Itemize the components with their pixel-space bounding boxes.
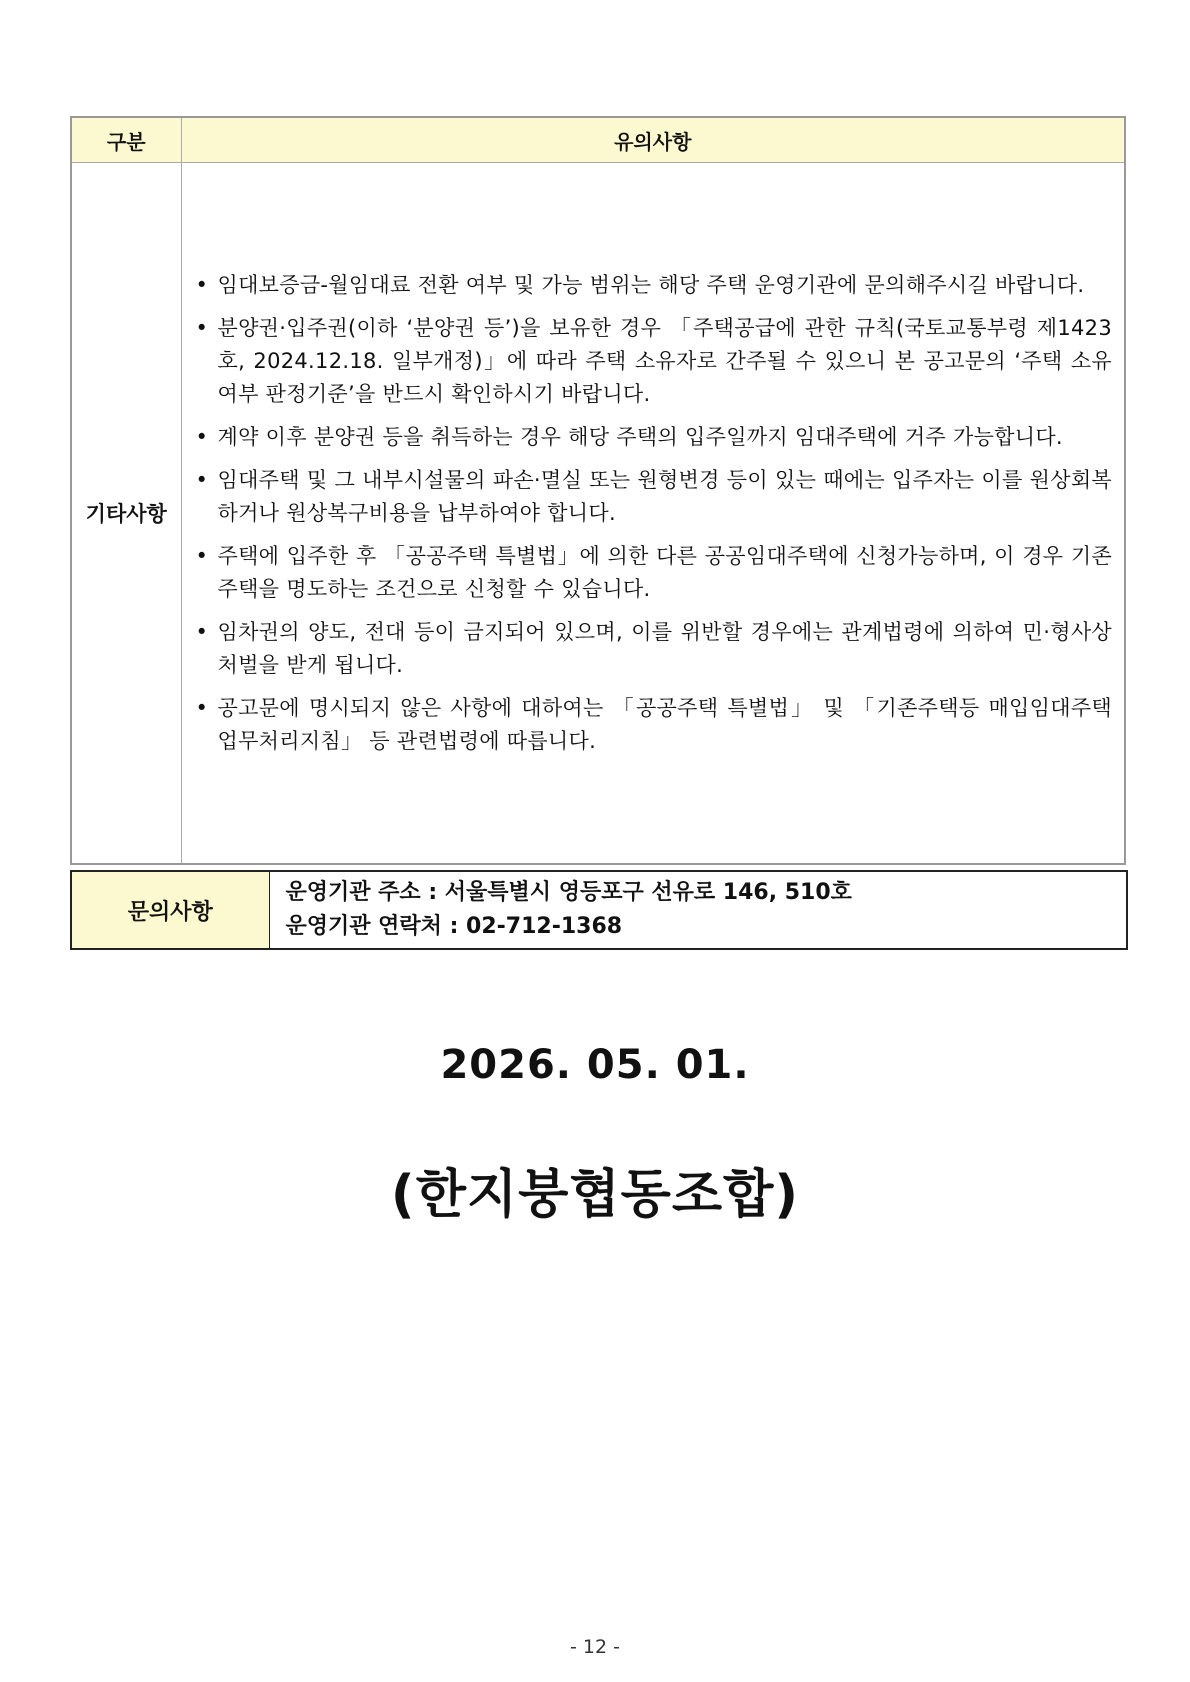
note-text: 분양권·입주권(이하 ‘분양권 등’)을 보유한 경우 「주택공급에 관한 규칙(국토교통부령 제1423호, 2024.12.18. 일부개정)」에 따라 주택 소유자로 간주될 수 있으니 본 공고문의 ‘주택 소유여부 판정기준’을 반드시 확인하시기 바랍니다. bbox=[217, 315, 1112, 406]
list-item bbox=[192, 616, 1113, 682]
section-label: 기타사항 bbox=[71, 163, 181, 865]
note-text: 임차권의 양도, 전대 등이 금지되어 있으며, 이를 위반할 경우에는 관계법령에 의하여 민·형사상 처벌을 받게 됩니다. bbox=[217, 619, 1112, 677]
contact-label: 문의사항 bbox=[71, 871, 269, 949]
note-text: 임대주택 및 그 내부시설물의 파손·멸실 또는 원형변경 등이 있는 때에는 입주자는 이를 원상회복하거나 원상복구비용을 납부하여야 합니다. bbox=[217, 467, 1112, 525]
bullet-icon: • bbox=[195, 467, 209, 492]
notes-cell bbox=[181, 163, 1125, 865]
table-row bbox=[71, 163, 1125, 865]
bullet-icon: • bbox=[195, 424, 209, 449]
contact-info bbox=[269, 871, 1127, 949]
page-number: - 12 - bbox=[570, 1636, 620, 1658]
bullet-icon: • bbox=[195, 315, 209, 340]
list-item bbox=[192, 464, 1113, 530]
note-text: 임대보증금-월임대료 전환 여부 및 가능 범위는 해당 주택 운영기관에 문의해주시길 바랍니다. bbox=[217, 272, 1085, 297]
contact-address: 운영기관 주소 : 서울특별시 영등포구 선유로 146, 510호 bbox=[285, 880, 852, 905]
bullet-icon: • bbox=[195, 695, 209, 720]
contact-row bbox=[71, 871, 1127, 949]
list-item bbox=[192, 269, 1113, 302]
table-header-row bbox=[71, 117, 1125, 163]
notice-table bbox=[70, 116, 1126, 865]
list-item bbox=[192, 540, 1113, 606]
bullet-icon: • bbox=[195, 543, 209, 568]
header-category: 구분 bbox=[71, 117, 181, 163]
note-text: 계약 이후 분양권 등을 취득하는 경우 해당 주택의 입주일까지 임대주택에 거주 가능합니다. bbox=[217, 424, 1063, 449]
header-notes: 유의사항 bbox=[181, 117, 1125, 163]
contact-phone: 운영기관 연락처 : 02-712-1368 bbox=[285, 914, 623, 939]
bullet-icon: • bbox=[195, 619, 209, 644]
bullet-icon: • bbox=[195, 272, 209, 297]
issuer-name: (한지붕협동조합) bbox=[390, 1165, 800, 1225]
notes-list bbox=[192, 269, 1113, 758]
issue-date: 2026. 05. 01. bbox=[440, 1042, 750, 1088]
contact-table bbox=[70, 870, 1128, 950]
list-item bbox=[192, 312, 1113, 411]
list-item bbox=[192, 692, 1113, 758]
note-text: 공고문에 명시되지 않은 사항에 대하여는 「공공주택 특별법」 및 「기존주택등 매입임대주택 업무처리지침」 등 관련법령에 따릅니다. bbox=[217, 695, 1112, 753]
list-item bbox=[192, 421, 1113, 454]
note-text: 주택에 입주한 후 「공공주택 특별법」에 의한 다른 공공임대주택에 신청가능하며, 이 경우 기존 주택을 명도하는 조건으로 신청할 수 있습니다. bbox=[217, 543, 1112, 601]
